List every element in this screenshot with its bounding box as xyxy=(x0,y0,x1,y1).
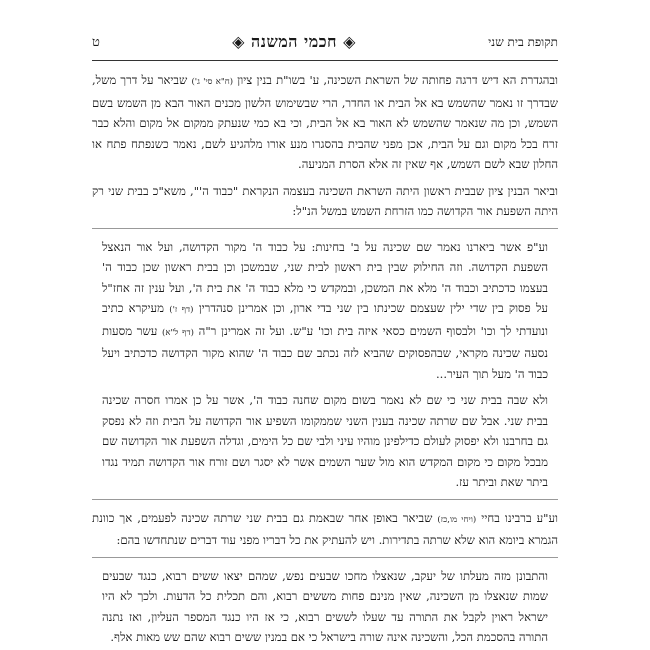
section-divider xyxy=(92,228,558,229)
paragraph-text: שביאר על דרך משל, שבדרך זו נאמר שהשמש בא אל הבית או החדר, הרי שבשימוש הלשון מכנים האור הבא מן השמש בשם השמש, וכן מה שנאמר שהשמש לא האור בא אל הבית, וכי בא כמי שנעתק ממקום אל מקום והלא כבר זרח בכל מקום וגם על הבית, אכן מפני שהבית בהסגרו מנע אורו מלהגיע לשם, נאמר כשנפתח פתח או החלון שבא לשם השמש, אף שאין זה אלא הסרת המניעה. xyxy=(92,73,558,171)
running-head: תקופת בית שני xyxy=(488,34,558,49)
paragraph-text: וע"פ אשר ביארנו נאמר שם שכינה על ב' בחינות: על כבוד ה' מקור הקדושה, ועל אור הנאצל השפעת הקדושה. וזה החילוק שבין בית ראשון לבית שני, שבמשכן וכן בבית ראשון שכן כבוד ה' בעצמו כדכתיב וכבוד ה' מלא את המשכן, ובמקדש כי מלא כבוד ה' את בית ה', ועל ענין זה אחז"ל על פסוק בין שדי ילין שעצמם שכינתו בין שני בדי ארון, וכן אמרינן סנהדרין xyxy=(102,239,548,315)
header-rule xyxy=(92,60,558,61)
source-reference: (ויחי מו,כז) xyxy=(437,514,477,525)
paragraph-text: ולא שבה בבית שני כי שם לא נאמר בשום מקום שחנה כבוד ה', אשר על כן אמרו חסרה שכינה בבית שני. אבל שם שרתה שכינה בענין השני שממקומו השפיע אור הקדושה על הבית וזה לא נפסק גם בחרבנו ולא יפסוק לעולם כדילפינן מוהיו עיני ולבי שם כל הימים, וגדלה השפעת אור הקדושה שם מבכל מקום כי מקום המקדש הוא מול שער השמים אשר לא יסגר ושם זורח אור הקדושה תמיד נגדו ביתר שאת וביתר עז. xyxy=(102,393,548,489)
paragraph-text: וע"ע ברבינו בחיי xyxy=(476,510,558,525)
page-number: ט xyxy=(92,35,100,50)
book-title xyxy=(232,32,356,52)
source-reference: (דף ז') xyxy=(169,305,194,315)
paragraph-text: מעיקרא כתיב ונועדתי לך וכו' ולבסוף השמים כסאי איזה בית וכו' ע"ש. ועל זה אמרינן ר"ה xyxy=(102,301,549,338)
section-divider xyxy=(92,499,558,500)
quoted-paragraph xyxy=(92,566,558,643)
paragraph-text: ובהגדרת הא דיש דרגה פחותה של השראת השכינה, ע' בשו"ת בנין ציון xyxy=(233,73,558,87)
ornament-icon: ◈ xyxy=(343,32,356,51)
paragraph-text: עשר מסעות נסעה שכינה מקראי, שבהפסוקים שהביא לזה נכתב שם כבוד ה' שהוא מקור הקדושה כדכתיב ויעל כבוד ה' מעל תוך העיר... xyxy=(102,323,549,381)
section-divider xyxy=(92,557,558,558)
main-text xyxy=(92,70,558,642)
body-paragraph xyxy=(92,181,558,222)
body-paragraph xyxy=(92,508,558,551)
paragraph-text: והתבונן מזה מעלתו של יעקב, שנאצלו מחכו שבעים נפש, שמהם יצאו ששים רבוא, כנגד שבעים שמות שנאצלו מן השכינה, שאין מנינם פחות מששים רבוא, והם תכלית כל הדעות. ולכך לא היו ישראל ראוין לקבל את התורה עד שעלו לששים רבוא, כי אז היו כנגד המספר העליון, ואז נתנה התורה בהסכמת הכל, והשכינה אינה שורה בישראל כי אם במנין ששים רבוא שהם שש מאות אלף. xyxy=(102,568,548,642)
quoted-paragraph xyxy=(92,390,558,493)
paragraph-text: וביאר הבנין ציון שבבית ראשון היתה השראת השכינה בעצמה הנקראת "כבוד ה'", משא"כ בבית שני רק היתה השפעת אור הקדושה כמו הזרחת השמש במשל הנ"ל: xyxy=(92,183,558,218)
body-paragraph xyxy=(92,70,558,175)
source-reference: (דף ל"א) xyxy=(162,327,194,338)
paragraph-text: שביאר באופן אחר שבאמת גם בבית שני שרתה שכינה לפעמים, אך כוונת הגמרא ביומא הוא שלא שרתה בתדירות. ויש להעתיק את כל דבריו מפני עוד דברים שנתחדשו בהם: xyxy=(92,510,558,547)
page-header xyxy=(92,28,558,56)
source-reference: (ח"א סי' ג') xyxy=(191,77,234,87)
quoted-paragraph xyxy=(92,237,558,385)
ornament-icon: ◈ xyxy=(232,32,245,51)
page-title: חכמי המשנה xyxy=(251,32,337,51)
